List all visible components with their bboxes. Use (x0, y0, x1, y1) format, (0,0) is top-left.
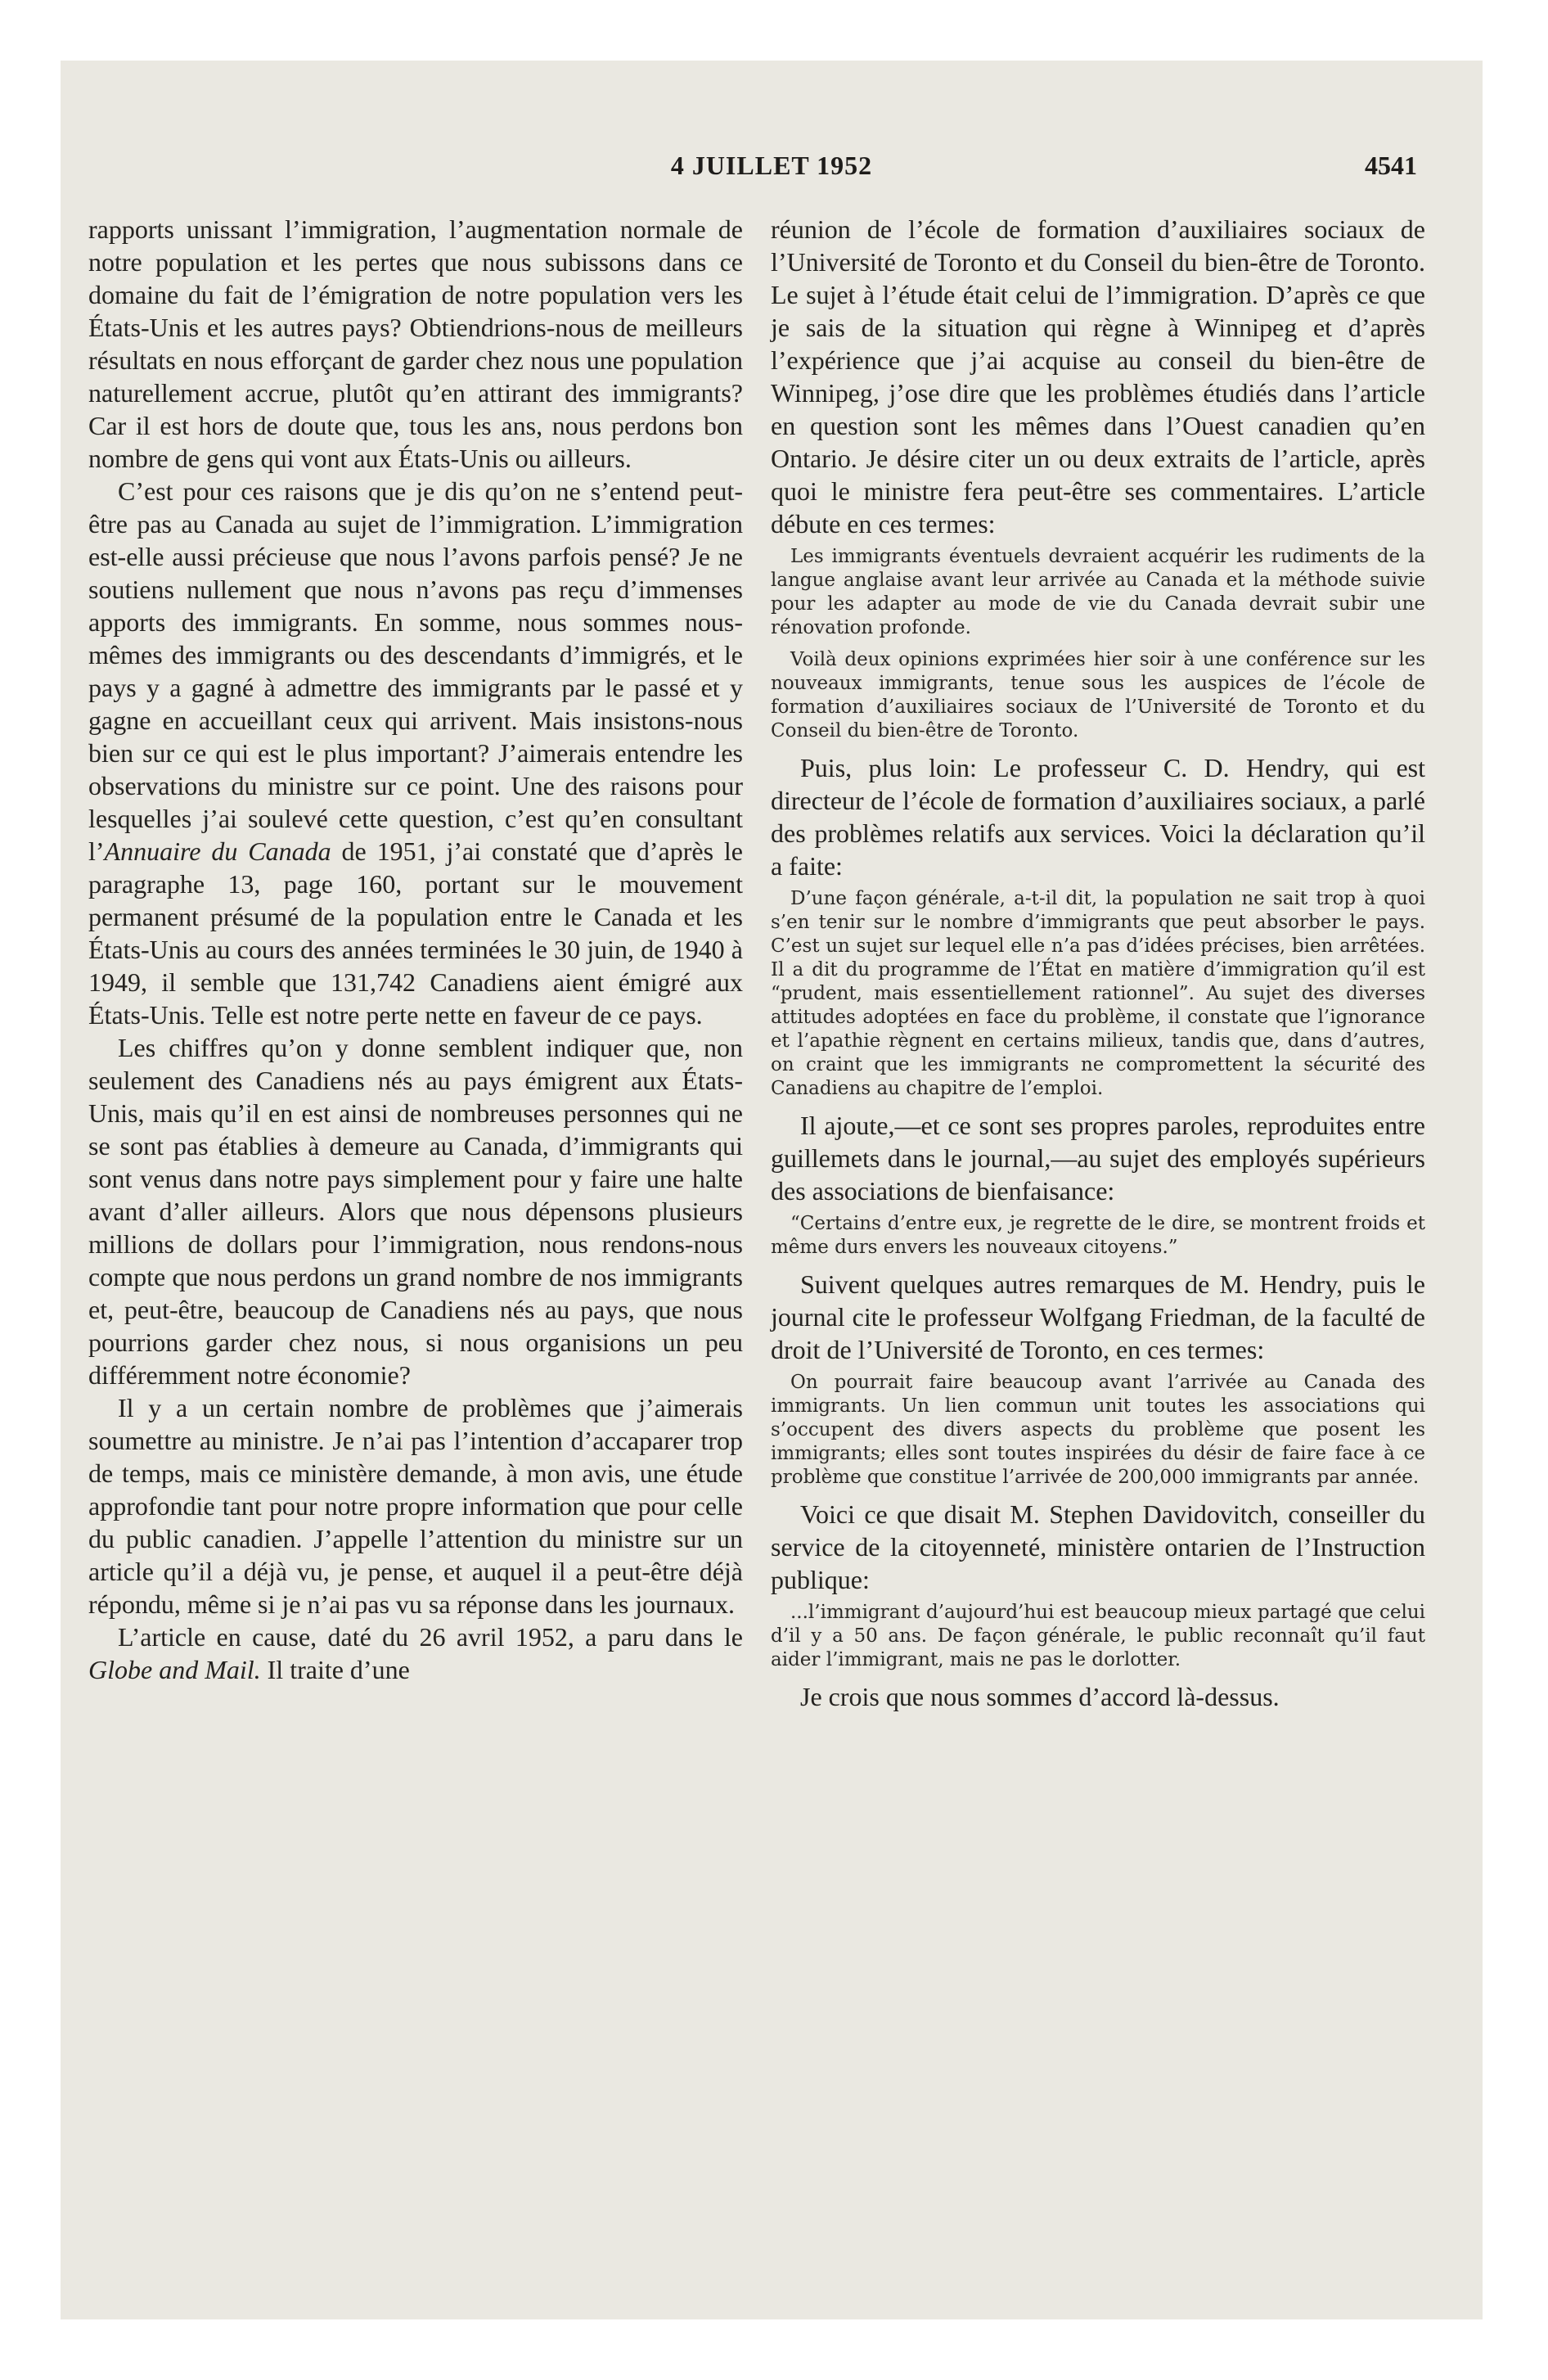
paragraph: rapports unissant l’immigration, l’augmentation normale de notre population et les pertes que nous subissons dans ce domaine du fait de l’émigration de notre population vers les États-Unis et les autres pays? Obtiendrions-nous de meilleurs résultats en nous efforçant de garder chez nous une population naturellement accrue, plutôt qu’en attirant des immigrants? Car il est hors de doute que, tous les ans, nous perdons bon nombre de gens qui vont aux États-Unis ou ailleurs. (88, 214, 743, 473)
block-quote: Voilà deux opinions exprimées hier soir à une conférence sur les nouveaux immigrants, tenue sous les auspices de l’école de formation d’auxiliaires sociaux de l’Université de Toronto et du Conseil du bien-être de Toronto. (771, 649, 1425, 741)
paragraph: réunion de l’école de formation d’auxiliaires sociaux de l’Université de Toronto et du Conseil du bien-être de Toronto. Le sujet à l’étude était celui de l’immigration. D’après ce que je sais de la situation qui règne à Winnipeg et d’après l’expérience que j’ai acquise au conseil du bien-être de Winnipeg, j’ose dire que les problèmes étudiés dans l’article en question sont les mêmes dans l’Ouest canadien qu’en Ontario. Je désire citer un ou deux extraits de l’article, après quoi le ministre fera peut-être ses commentaires. L’article débute en ces termes: (771, 214, 1425, 539)
page-header (61, 151, 1483, 192)
paragraph: Voici ce que disait M. Stephen Davidovitch, conseiller du service de la citoyenneté, ministère ontarien de l’Instruction publique: (771, 1499, 1425, 1594)
page-number: 4541 (1365, 151, 1417, 180)
paragraph-text: Il traite d’une (260, 1655, 410, 1684)
italic-title: Globe and Mail. (88, 1655, 261, 1684)
paragraph-text: L’article en cause, daté du 26 avril 1952, a paru dans le (118, 1622, 743, 1652)
paragraph: Les chiffres qu’on y donne semblent indiquer que, non seulement des Canadiens nés au pays émigrent aux États-Unis, mais qu’il en est ainsi de nombreuses personnes qui ne se sont pas établies à demeure au Canada, d’immigrants qui sont venus dans notre pays simplement pour y faire une halte avant d’aller ailleurs. Alors que nous dépensons plusieurs millions de dollars pour l’immigration, nous rendons-nous compte que nous perdons un grand nombre de nos immigrants et, peut-être, beaucoup de Canadiens nés au pays, que nous pourrions garder chez nous, si nous organisions un peu différemment notre économie? (88, 1033, 743, 1390)
paragraph: Suivent quelques autres remarques de M. Hendry, puis le journal cite le professeur Wolfgang Friedman, de la faculté de droit de l’Université de Toronto, en ces termes: (771, 1269, 1425, 1364)
right-column (771, 213, 1425, 1713)
block-quote: ...l’immigrant d’aujourd’hui est beaucoup mieux partagé que celui d’il y a 50 ans. De façon générale, le public reconnaît qu’il faut aider l’immigrant, mais ne pas le dorlotter. (771, 1602, 1425, 1670)
paragraph-text: de 1951, j’ai constaté que d’après le paragraphe 13, page 160, portant sur le mouvement permanent présumé de la population entre le Canada et les États-Unis au cours des années terminées le 30 juin, de 1940 à 1949, il semble que 131,742 Canadiens aient émigré aux États-Unis. Telle est notre perte nette en faveur de ce pays. (88, 836, 744, 1030)
block-quote: “Certains d’entre eux, je regrette de le dire, se montrent froids et même durs envers les nouveaux citoyens.” (771, 1213, 1425, 1258)
italic-title: Annuaire du Canada (104, 836, 331, 866)
left-column (88, 213, 743, 1686)
block-quote: D’une façon générale, a-t-il dit, la population ne sait trop à quoi s’en tenir sur le nombre d’immigrants que peut absorber le pays. C’est un sujet sur lequel elle n’a pas d’idées précises, bien arrêtées. Il a dit du programme de l’État en matière d’immigration qu’il est “prudent, mais essentiellement rationnel”. Au sujet des diverses attitudes adoptées en face du problème, il constate que l’ignorance et l’apathie règnent en certains milieux, tandis que, dans d’autres, on craint que les immigrants ne compromettent la sécurité des Canadiens au chapitre de l’emploi. (771, 888, 1425, 1099)
paragraph-text: C’est pour ces raisons que je dis qu’on ne s’entend peut-être pas au Canada au sujet de l’immigration. L’immigration est-elle aussi précieuse que nous l’avons parfois pensé? Je ne soutiens nullement que nous n’avons pas reçu d’immenses apports des immigrants. En somme, nous sommes nous-mêmes des immigrants ou des descendants d’immigrés, et le pays y a gagné à admettre des immigrants par le passé et y gagne en accueillant ceux qui arrivent. Mais insistons-nous bien sur ce qui est le plus important? J’aimerais entendre les observations du ministre sur ce point. Une des raisons pour lesquelles j’ai soulevé cette question, c’est qu’en consultant l’ (88, 476, 743, 866)
paragraph: Je crois que nous sommes d’accord là-dessus. (800, 1682, 1280, 1711)
paragraph: Il ajoute,—et ce sont ses propres paroles, reproduites entre guillemets dans le journal,—au sujet des employés supérieurs des associations de bienfaisance: (771, 1111, 1425, 1206)
paragraph: Il y a un certain nombre de problèmes que j’aimerais soumettre au ministre. Je n’ai pas l’intention d’accaparer trop de temps, mais ce ministère demande, à mon avis, une étude approfondie tant pour notre propre information que pour celle du public canadien. J’appelle l’attention du ministre sur un article qu’il a déjà vu, je pense, et auquel il a peut-être déjà répondu, même si je n’ai pas vu sa réponse dans les journaux. (88, 1393, 743, 1619)
paragraph: Puis, plus loin: Le professeur C. D. Hendry, qui est directeur de l’école de formation d’auxiliaires sociaux, a parlé des problèmes relatifs aux services. Voici la déclaration qu’il a faite: (771, 753, 1425, 881)
document-page (61, 61, 1483, 2319)
paragraph (88, 1620, 743, 1686)
header-date: 4 JUILLET 1952 (670, 151, 873, 180)
block-quote: On pourrait faire beaucoup avant l’arrivée au Canada des immigrants. Un lien commun unit toutes les associations qui s’occupent des divers aspects du problème que posent les immigrants; elles sont toutes inspirées du désir de faire face à ce problème que constitue l’arrivée de 200,000 immigrants par année. (771, 1372, 1425, 1488)
paragraph (88, 475, 743, 1031)
block-quote: Les immigrants éventuels devraient acquérir les rudiments de la langue anglaise avant leur arrivée au Canada et la méthode suivie pour les adapter au mode de vie du Canada devrait subir une rénovation profonde. (771, 546, 1425, 638)
